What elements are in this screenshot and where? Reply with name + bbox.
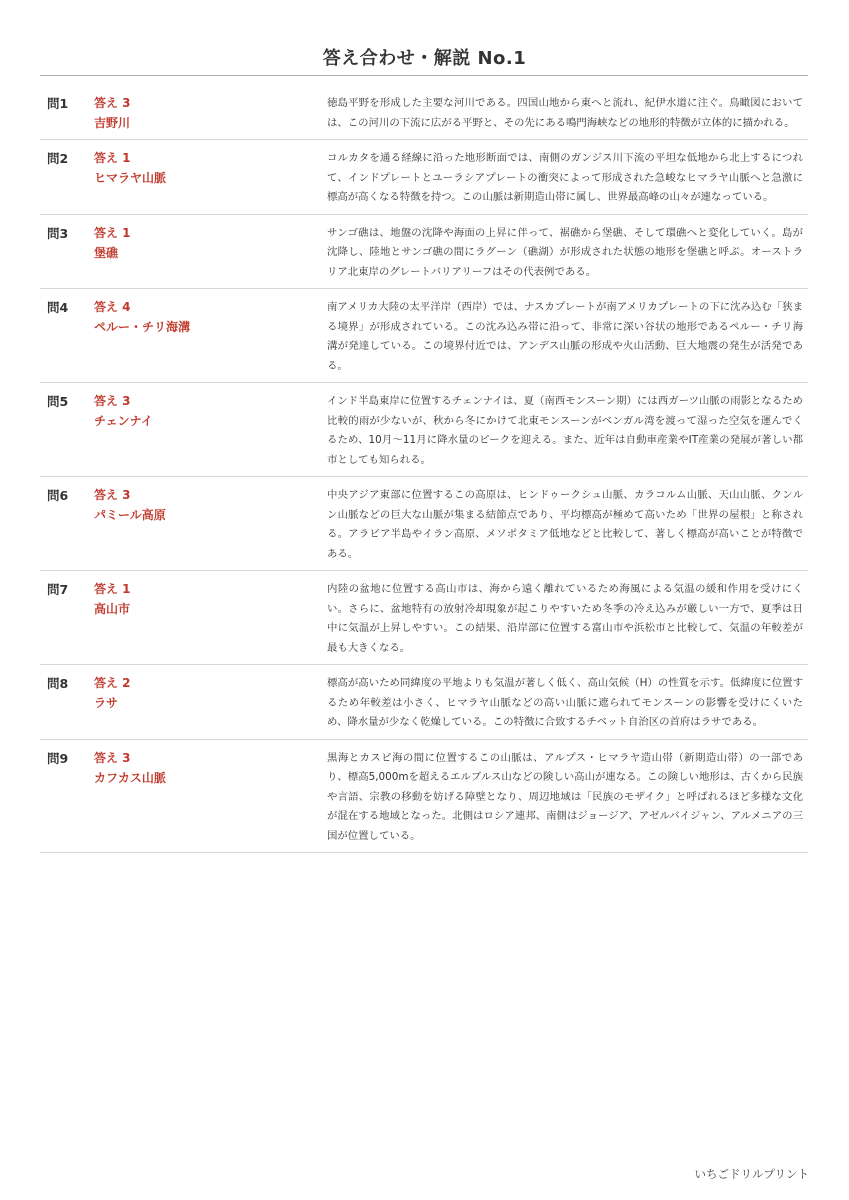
question-number: 問1 [47,96,69,111]
question-number: 問2 [47,151,69,166]
question-number: 問9 [47,750,69,766]
answer-text: 高山市 [94,602,131,616]
explanation-text: コルカタを通る経線に沿った地形断面では、南側のガンジス川下流の平坦な低地から北上するにつれて、インドプレートとユーラシアプレートの衝突によって形成された急峻なヒマラヤ山脈へと急激に標高が高くなる特徴を持つ。この山脈は新期造山帯に属し、世界最高峰の山々が連なっている。 [327,152,803,203]
answer-cell [94,149,327,188]
answer-cell [94,298,327,337]
answer-text: ヒマラヤ山脈 [94,171,167,185]
answer-table [40,85,808,853]
answer-text: 堡礁 [94,245,119,260]
question-number: 問4 [47,300,69,315]
answer-cell [94,224,327,263]
explanation-text: 南アメリカ大陸の太平洋岸（西岸）では、ナスカプレートが南アメリカプレートの下に沈み込む「狭まる境界」が形成されている。この沈み込み帯に沿って、非常に深い谷状の地形であるペルー・チリ海溝が発達している。この境界付近では、アンデス山脈の形成や火山活動、巨大地震の発生が活発である。 [327,301,803,372]
question-number: 問7 [47,582,69,597]
answer-cell [94,674,327,713]
answer-row-4 [40,289,808,383]
answer-label: 答え 1 [94,225,131,240]
answer-cell [94,392,327,431]
explanation-text: 中央アジア東部に位置するこの高原は、ヒンドゥークシュ山脈、カラコルム山脈、天山山脈、クンルン山脈などの巨大な山脈が集まる結節点であり、平均標高が極めて高いため「世界の屋根」と称される。アラビア半島やイラン高原、メソポタミア低地などと比較して、著しく標高が高いことが特徴である。 [327,489,803,560]
explanation-text: インド半島東岸に位置するチェンナイは、夏（南西モンスーン期）には西ガーツ山脈の雨影となるため比較的雨が少ないが、秋から冬にかけて北東モンスーンがベンガル湾を渡って湿った空気を運んでくるため、10月〜11月に降水量のピークを迎える。また、近年は自動車産業やIT産業の発展が著しい都市としても知られる。 [327,395,803,466]
answer-text: チェンナイ [94,414,153,428]
answer-row-1 [40,85,808,140]
answer-text: カフカス山脈 [94,770,166,785]
answer-row-9 [40,740,808,854]
explanation-text: 徳島平野を形成した主要な河川である。四国山地から東へと流れ、紀伊水道に注ぐ。鳥瞰図においては、この河川の下流に広がる平野と、その先にある鳴門海峡などの地形的特徴が立体的に描かれる。 [327,97,803,129]
answer-label: 答え 3 [94,96,131,110]
question-number: 問3 [47,225,69,241]
answer-cell [94,94,327,133]
explanation-text: 標高が高いため同緯度の平地よりも気温が著しく低く、高山気候（H）の性質を示す。低緯度に位置するため年較差は小さく、ヒマラヤ山脈などの高い山脈に遮られてモンスーンの影響を受けにくいため、降水量が少なく乾燥している。この特徴に合致するチベット自治区の首府はラサである。 [327,677,803,728]
answer-label: 答え 2 [94,676,131,690]
answer-label: 答え 3 [94,394,131,408]
answer-row-2 [40,140,808,215]
footer-brand: いちごドリルプリント [694,1167,809,1181]
answer-label: 答え 4 [94,300,131,314]
question-number: 問6 [47,488,69,503]
explanation-text: 黒海とカスピ海の間に位置するこの山脈は、アルプス・ヒマラヤ造山帯（新期造山帯）の一部であり、標高5,000mを超えるエルブルス山などの険しい高山が連なる。この険しい地形は、古くから民族や言語、宗教の移動を妨げる障壁となり、周辺地域は「民族のモザイク」と呼ばれるほど多様な文化が混在する地域となった。北側はロシア連邦、南側はジョージア、アゼルバイジャン、アルメニアの三国が位置している。 [327,751,803,842]
answer-row-7 [40,571,808,665]
answer-label: 答え 3 [94,488,131,502]
answer-cell [94,580,327,619]
answer-text: パミール高原 [94,508,166,522]
answer-text: ペルー・チリ海溝 [94,320,191,334]
answer-row-6 [40,477,808,571]
answer-text: 吉野川 [94,116,131,130]
question-number: 問5 [47,394,69,409]
explanation-text: 内陸の盆地に位置する高山市は、海から遠く離れているため海風による気温の緩和作用を受けにくい。さらに、盆地特有の放射冷却現象が起こりやすいため冬季の冷え込みが厳しい一方で、夏季は日中に気温が上昇しやすい。この結果、沿岸部に位置する富山市や浜松市と比較して、気温の年較差が最も大きくなる。 [327,583,803,654]
answer-label: 答え 1 [94,151,131,165]
answer-text: ラサ [94,696,119,710]
title-divider [40,75,808,76]
answer-label: 答え 1 [94,582,131,596]
answer-label: 答え 3 [94,750,131,765]
answer-cell [94,749,327,788]
answer-row-3 [40,215,808,290]
answer-cell [94,486,327,525]
answer-row-5 [40,383,808,477]
page-title: 答え合わせ・解説 No.1 [322,48,527,69]
question-number: 問8 [47,676,69,691]
answer-row-8 [40,665,808,740]
explanation-text: サンゴ礁は、地盤の沈降や海面の上昇に伴って、裾礁から堡礁、そして環礁へと変化していく。島が沈降し、陸地とサンゴ礁の間にラグーン（礁湖）が形成された状態の地形を堡礁と呼ぶ。オーストラリア北東岸のグレートバリアリーフはその代表例である。 [327,226,803,278]
